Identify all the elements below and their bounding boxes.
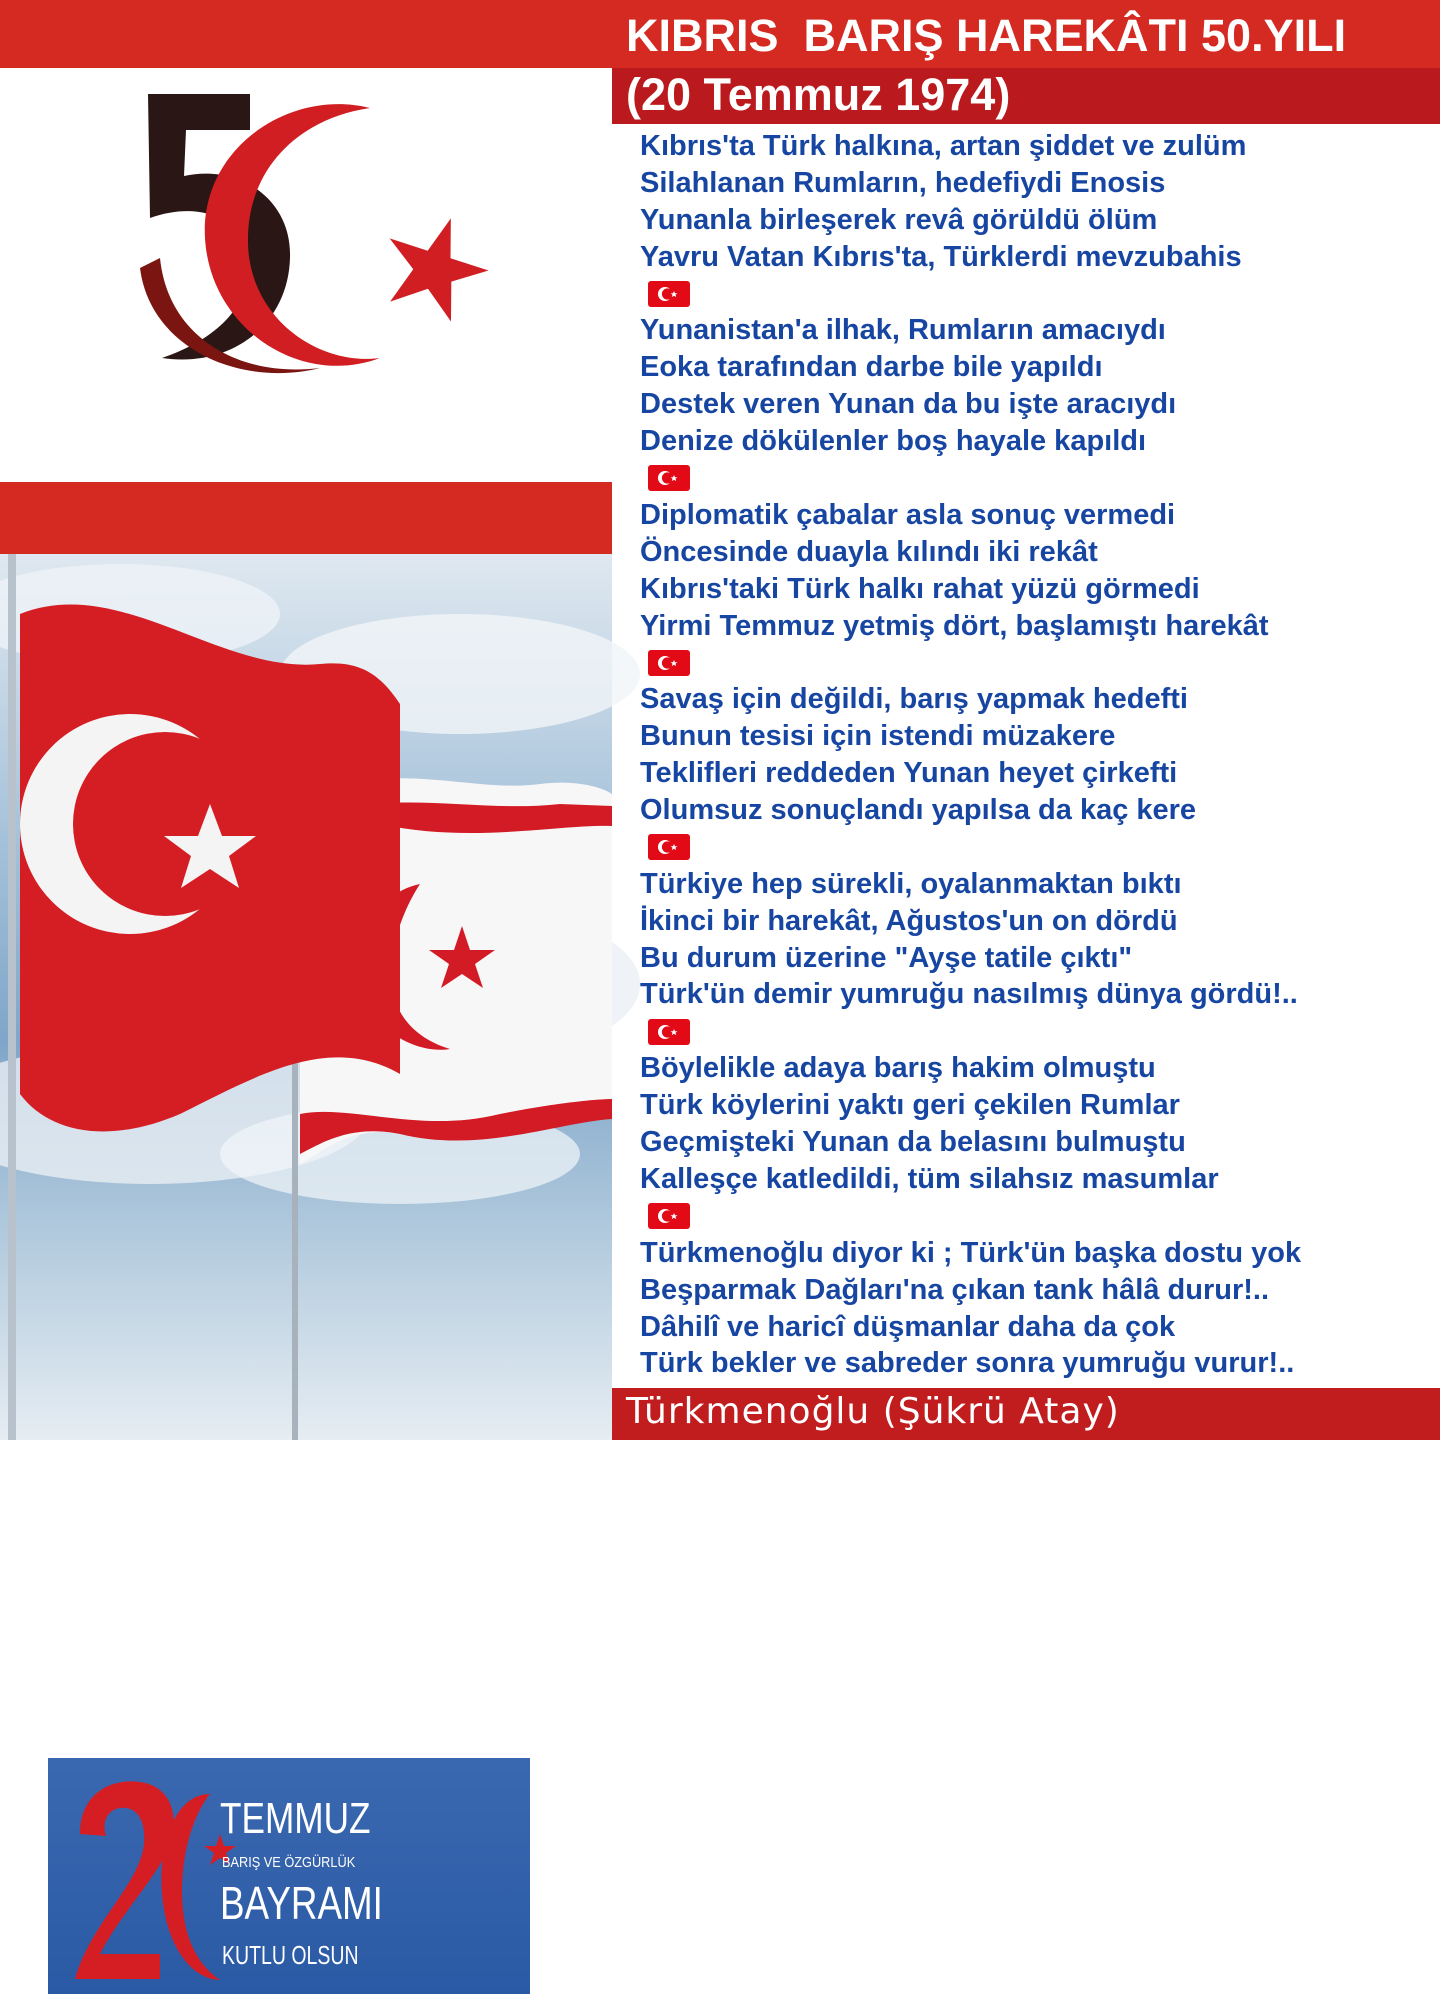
page-subtitle: (20 Temmuz 1974) xyxy=(626,69,1011,120)
poem-line: Savaş için değildi, barış yapmak hedefti xyxy=(640,683,1188,716)
poem-line: Türk'ün demir yumruğu nasılmış dünya gördü!.. xyxy=(640,978,1298,1011)
logo-number: 50 xyxy=(0,68,2,69)
left-top-red-band xyxy=(0,0,612,68)
poem-line: Yunanla birleşerek revâ görüldü ölüm xyxy=(640,203,1158,236)
poem-line: Denize dökülenler boş hayale kapıldı xyxy=(640,425,1147,458)
poem-line: Olumsuz sonuçlandı yapılsa da kaç kere xyxy=(640,794,1197,827)
poem-line: Bu durum üzerine "Ayşe tatile çıktı" xyxy=(640,941,1133,974)
poem-line: Türkmenoğlu diyor ki ; Türk'ün başka dostu yok xyxy=(640,1236,1302,1269)
poem-line: Yirmi Temmuz yetmiş dört, başlamıştı harekât xyxy=(640,609,1269,642)
left-middle-red-band xyxy=(0,482,612,554)
poem-line: Beşparmak Dağları'na çıkan tank hâlâ durur!.. xyxy=(640,1273,1270,1306)
poem-line: İkinci bir harekât, Ağustos'un on dördü xyxy=(640,904,1178,937)
poem-line: Eoka tarafından darbe bile yapıldı xyxy=(640,351,1103,384)
stanza-separator xyxy=(640,644,1440,681)
poem-line: Silahlanan Rumların, hedefiydi Enosis xyxy=(640,166,1166,199)
poem-line: Türk köylerini yaktı geri çekilen Rumlar xyxy=(640,1089,1180,1122)
poem-line: Teklifleri reddeden Yunan heyet çirkefti xyxy=(640,757,1178,790)
turkish-flag-icon xyxy=(648,465,690,491)
poem-line: Dâhilî ve haricî düşmanlar daha da çok xyxy=(640,1310,1176,1343)
poem xyxy=(640,128,1440,1382)
poem-line: Öncesinde duayla kılındı iki rekât xyxy=(640,535,1098,568)
banner-kutlu-olsun: KUTLU OLSUN xyxy=(222,1940,359,1970)
banner-temmuz: TEMMUZ xyxy=(220,1794,371,1843)
turkish-flag-icon xyxy=(648,834,690,860)
poem-line: Böylelikle adaya barış hakim olmuştu xyxy=(640,1052,1156,1085)
poem-line: Yunanistan'a ilhak, Rumların amacıydı xyxy=(640,314,1166,347)
turkish-flag-icon xyxy=(648,650,690,676)
stanza-separator xyxy=(640,1013,1440,1050)
twenty-crescent-graphic xyxy=(70,1774,220,1984)
turkish-flag-icon xyxy=(648,1203,690,1229)
banner-baris-ozgurluk: BARIŞ VE ÖZGÜRLÜK xyxy=(222,1854,356,1871)
poem-line: Bunun tesisi için istendi müzakere xyxy=(640,720,1116,753)
poem-line: Yavru Vatan Kıbrıs'ta, Türklerdi mevzubahis xyxy=(640,240,1242,273)
stanza-separator xyxy=(640,829,1440,866)
stanza-separator xyxy=(640,460,1440,497)
poem-line: Kıbrıs'taki Türk halkı rahat yüzü görmedi xyxy=(640,572,1200,605)
poem-line: Kıbrıs'ta Türk halkına, artan şiddet ve zulüm xyxy=(640,130,1247,162)
fifty-logo-graphic xyxy=(0,68,612,482)
poem-line: Türkiye hep sürekli, oyalanmaktan bıktı xyxy=(640,867,1182,900)
flags-photo xyxy=(0,554,612,1970)
holiday-banner xyxy=(48,1758,530,1994)
poem-line: Geçmişteki Yunan da belasını bulmuştu xyxy=(640,1126,1186,1159)
poem-line: Destek veren Yunan da bu işte aracıydı xyxy=(640,388,1177,421)
poem-line: Türk bekler ve sabreder sonra yumruğu vurur!.. xyxy=(640,1347,1295,1380)
banner-bayrami: BAYRAMI xyxy=(220,1877,383,1929)
poem-line: Diplomatik çabalar asla sonuç vermedi xyxy=(640,498,1176,531)
stanza-separator xyxy=(640,1198,1440,1235)
waving-flags-graphic xyxy=(0,554,612,1440)
page-title: KIBRIS BARIŞ HAREKÂTI 50.YILI xyxy=(626,10,1347,61)
turkish-flag-icon xyxy=(648,1019,690,1045)
anniversary-logo-panel xyxy=(0,68,612,482)
turkish-flag-icon xyxy=(648,281,690,307)
stanza-separator xyxy=(640,276,1440,313)
author-signature: Türkmenoğlu (Şükrü Atay) xyxy=(626,1391,1120,1432)
poem-line: Kalleşçe katledildi, tüm silahsız masumlar xyxy=(640,1162,1219,1195)
